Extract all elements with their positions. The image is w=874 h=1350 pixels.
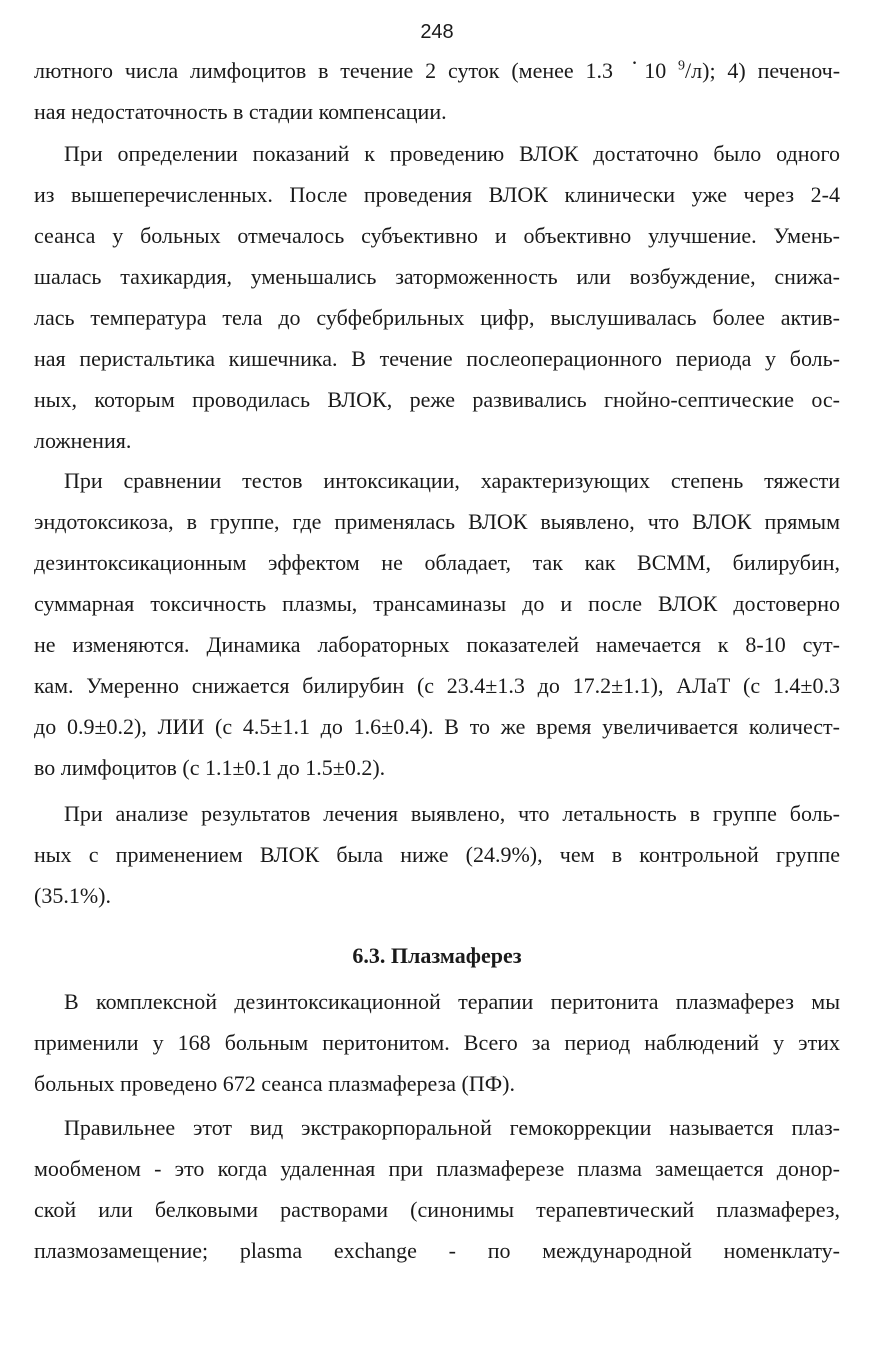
text-line: При определении показаний к проведению ВЛОК достаточно было одного (64, 141, 840, 166)
text-line: не изменяются. Динамика лабораторных показателей намечается к 8-10 сут- (34, 632, 840, 657)
section-heading: 6.3. Плазмаферез (352, 943, 522, 968)
text-line: сеанса у больных отмечалось субъективно и объективно улучшение. Умень- (34, 223, 840, 248)
text-line: (35.1%). (34, 883, 111, 908)
text-line: ная недостаточность в стадии компенсации. (34, 99, 447, 124)
text-line: плазмозамещение; plasma exchange - по международной номенклату- (34, 1238, 840, 1263)
paragraph-vlok-indications (34, 133, 840, 461)
text-line: больных проведено 672 сеанса плазмафереза (ПФ). (34, 1071, 515, 1096)
text-line: во лимфоцитов (с 1.1±0.1 до 1.5±0.2). (34, 755, 386, 780)
text-fragment: 10 (644, 58, 667, 83)
text-line: эндотоксикоза, в группе, где применялась ВЛОК выявлено, что ВЛОК прямым (34, 509, 840, 534)
text-line: При сравнении тестов интоксикации, характеризующих степень тяжести (64, 468, 840, 493)
text-line: ных с применением ВЛОК была ниже (24.9%), чем в контрольной группе (34, 842, 840, 867)
exponent: 9 (678, 58, 686, 74)
text-line: кам. Умеренно снижается билирубин (с 23.4±1.3 до 17.2±1.1), АЛаТ (с 1.4±0.3 (34, 673, 840, 698)
text-line: При анализе результатов лечения выявлено, что летальность в группе боль- (64, 801, 840, 826)
text-line: дезинтоксикационным эффектом не обладает, так как ВСММ, билирубин, (34, 550, 840, 575)
paragraph-continuation (34, 50, 840, 132)
paragraph-plasmapheresis-usage (34, 981, 840, 1104)
text-line: лась температура тела до субфебрильных цифр, выслушивалась более актив- (34, 305, 840, 330)
paragraph-intoxication-tests (34, 460, 840, 788)
text-fragment: /л); 4) печеноч- (685, 58, 841, 83)
text-line: ных, которым проводилась ВЛОК, реже развивались гнойно-септические ос- (34, 387, 840, 412)
text-line: В комплексной дезинтоксикационной терапии перитонита плазмаферез мы (64, 989, 840, 1014)
text-line: ложнения. (34, 428, 132, 453)
text-line: ная перистальтика кишечника. В течение послеоперационного периода у боль- (34, 346, 840, 371)
text-line: до 0.9±0.2), ЛИИ (с 4.5±1.1 до 1.6±0.4). В то же время увеличивается количест- (34, 714, 840, 739)
multiplication-dot: · (630, 50, 639, 75)
text-line (34, 50, 840, 91)
paragraph-plasma-exchange (34, 1107, 840, 1271)
text-line: мообменом - это когда удаленная при плазмаферезе плазма замещается донор- (34, 1156, 840, 1181)
page-number: 248 (420, 21, 454, 43)
text-line: ской или белковыми растворами (синонимы терапевтический плазмаферез, (34, 1197, 840, 1222)
text-line: Правильнее этот вид экстракорпоральной гемокоррекции называется плаз- (64, 1115, 840, 1140)
text-line: из вышеперечисленных. После проведения ВЛОК клинически уже через 2-4 (34, 182, 840, 207)
text-line: шалась тахикардия, уменьшались заторможенность или возбуждение, снижа- (34, 264, 840, 289)
text-line: суммарная токсичность плазмы, трансаминазы до и после ВЛОК достоверно (34, 591, 840, 616)
text-line: применили у 168 больным перитонитом. Всего за период наблюдений у этих (34, 1030, 840, 1055)
text-fragment: лютного числа лимфоцитов в течение 2 суток (менее 1.3 (34, 58, 613, 83)
paragraph-treatment-results (34, 793, 840, 916)
